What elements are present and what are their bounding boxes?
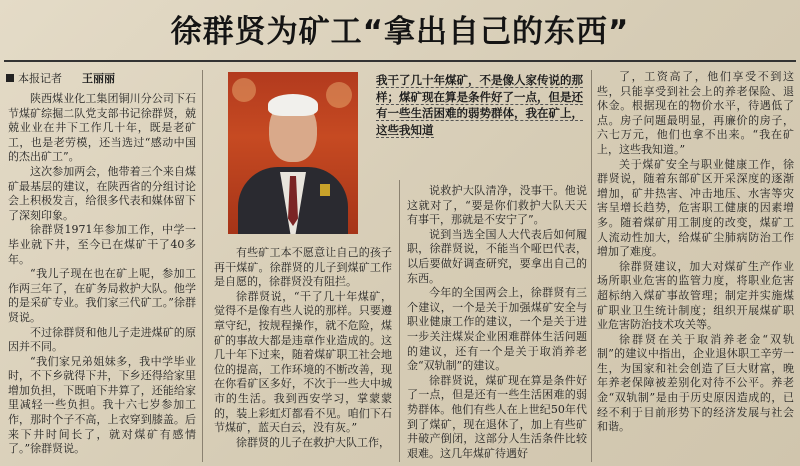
paragraph: 徐群贤在关于取消养老金“双轨制”的建议中指出，企业退休职工辛劳一生，为国家和社会创造了巨大财富，晚年养老保障被差别化对待不公平。养老金“双轨制”是由于历史原因造成的，已经不利于目前形势下的经济发展与社会和谐。 — [597, 332, 794, 434]
headline: 徐群贤为矿工“拿出自己的东西” — [170, 14, 630, 50]
paragraph: 有些矿工本不愿意让自己的孩子再干煤矿。徐群贤的儿子到煤矿工作是自愿的，徐群贤没有阻拦。 — [214, 246, 392, 289]
paragraph: 说到当选全国人大代表后如何履职，徐群贤说，不能当个哑巴代表，以后要做好调查研究，要拿出自己的东西。 — [407, 227, 587, 285]
delegate-badge — [320, 184, 330, 196]
article-column-4 — [597, 70, 794, 462]
paragraph: 这次参加两会，他带着三个来自煤矿最基层的建议，在陕西省的分组讨论会上积极发言，给很多代表和媒体留下了深刻印象。 — [8, 164, 196, 222]
article-column-2 — [214, 246, 392, 462]
paragraph: 徐群贤说，“干了几十年煤矿，觉得不是像有些人说的那样。只要遵章守纪，按规程操作，就不危险，煤矿的事故大都是违章作业造成的。这几十年下过来，随着煤矿职工社会地位的提高，工作环境的不断改善，现在你看矿区多好，不次于一些大中城市的生活。我到西安学习，掌蒙蒙的，装上彩虹灯都看不见。咱们下石节煤矿，蓝天白云，没有灰。” — [214, 289, 392, 435]
bullet-icon — [6, 74, 14, 82]
article-column-3 — [407, 184, 587, 462]
paragraph: 不过徐群贤和他儿子走进煤矿的原因并不同。 — [8, 325, 196, 354]
byline — [6, 70, 115, 86]
paragraph: 今年的全国两会上，徐群贤有三个建议，一个是关于加强煤矿安全与职业健康工作的建议，一个是关于进一步关注煤炭企业困难群体生活问题的建议，还有一个是关于取消养老金“双轨制”的建议。 — [407, 286, 587, 373]
portrait-photo — [228, 72, 358, 234]
paragraph: 徐群贤建议，加大对煤矿生产作业场所职业危害的监管力度，将职业危害超标纳入煤矿事故管理；制定并实施煤矿职业卫生统计制度；组织开展煤矿职业危害防治技术攻关等。 — [597, 259, 794, 332]
pull-quote-text: 我干了几十年煤矿，不是像人家传说的那样；煤矿现在算是条件好了一点，但是还有一些生活困难的弱势群体，我在矿上，这些我知道 — [376, 73, 583, 137]
paragraph: “我儿子现在也在矿上呢，参加工作两三年了，在矿务局救护大队。他学的是采矿专业。我们家三代矿工。”徐群贤说。 — [8, 267, 196, 324]
paragraph: 徐群贤1971年参加工作，中学一毕业就下井，至今已在煤矿干了40多年。 — [8, 223, 196, 266]
portrait-hair — [268, 94, 318, 116]
background-lamp — [326, 82, 352, 108]
pull-quote — [376, 72, 586, 138]
reporter-label: 本报记者 — [18, 72, 62, 85]
headline-rule — [4, 60, 796, 62]
paragraph: 了，工资高了，他们享受不到这些，只能享受到社会上的养老保险、退休金。根据现在的物价水平，待遇低了点。房子问题最明显，再廉价的房子，六七万元，他们也拿不出来。“我在矿上，这些我知道。” — [597, 70, 794, 156]
paragraph: 陕西煤业化工集团铜川分公司下石节煤矿综掘二队党支部书记徐群贤，兢兢业业在井下工作几十年，既是老矿工，也是老劳模，还当选过“感动中国的杰出矿工”。 — [8, 92, 196, 164]
paragraph: “我们家兄弟姐妹多，我中学毕业时，不下乡就得下井，下乡还得给家里增加负担，下既咱下井算了，还能给家里减轻一些负担。我十六七岁参加工作，那时个子不高，上衣穿到膝盖。后来下井时间长了，就对煤矿有感情了。”徐群贤说。 — [8, 354, 196, 456]
article-column-1 — [8, 92, 196, 462]
column-divider — [202, 70, 203, 462]
paragraph: 说救护大队清净，没事干。他说这就对了，“要是你们救护大队天天有事干，那就是不安宁了”。 — [407, 184, 587, 227]
author-name: 王丽丽 — [82, 72, 115, 85]
paragraph: 徐群贤的儿子在救护大队工作， — [236, 435, 390, 449]
background-lamp — [232, 78, 256, 102]
column-divider — [399, 180, 400, 462]
paragraph: 关于煤矿安全与职业健康工作，徐群贤说，随着东部矿区开采深度的逐渐增加，矿井热害、冲击地压、水害等灾害呈增长趋势，危害职工健康的因素增多。随着煤矿用工制度的改变，煤矿工人流动性加大，给煤矿尘肺病防治工作增加了难度。 — [597, 157, 794, 259]
paragraph: 徐群贤说，煤矿现在算是条件好了一点，但是还有一些生活困难的弱势群体。他们有些人在上世纪50年代到了煤矿，现在退休了，加上有些矿井破产倒闭，这部分人生活条件比较艰难。这几年煤矿待遇好 — [407, 373, 587, 460]
column-divider — [591, 70, 592, 462]
